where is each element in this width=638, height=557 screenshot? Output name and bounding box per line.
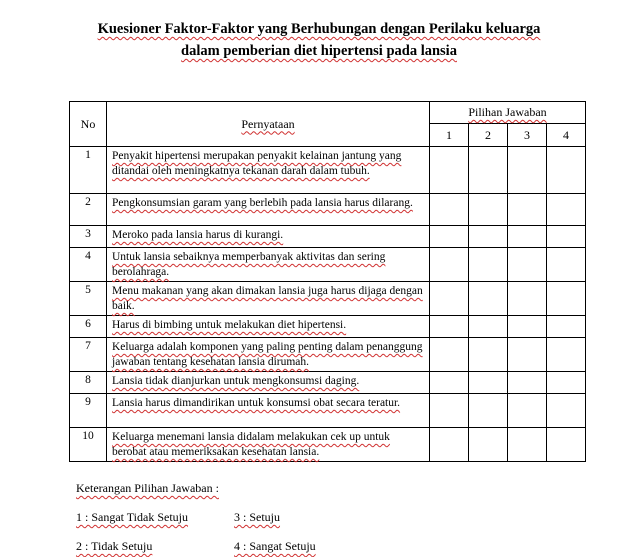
answer-cell-4[interactable] [547, 372, 586, 394]
answer-cell-2[interactable] [469, 316, 508, 338]
answer-cell-4[interactable] [547, 316, 586, 338]
answer-cell-3[interactable] [508, 338, 547, 372]
header-answer-group-label: Pilihan Jawaban [468, 105, 547, 119]
row-number: 2 [70, 194, 107, 226]
questionnaire-title-line-1 [0, 18, 638, 40]
answer-cell-3[interactable] [508, 316, 547, 338]
row-statement [107, 226, 430, 248]
answer-cell-1[interactable] [430, 316, 469, 338]
row-number: 1 [70, 147, 107, 194]
row-number: 3 [70, 226, 107, 248]
row-number: 6 [70, 316, 107, 338]
table-row [70, 248, 586, 282]
answer-cell-2[interactable] [469, 372, 508, 394]
row-statement [107, 338, 430, 372]
answer-cell-3[interactable] [508, 428, 547, 462]
title-line-1-text: Kuesioner Faktor-Faktor yang Berhubungan dengan Perilaku keluarga [97, 21, 541, 37]
table-row [70, 338, 586, 372]
row-statement [107, 394, 430, 428]
row-number: 10 [70, 428, 107, 462]
legend-item-text: 2 : Tidak Setuju [76, 539, 153, 553]
row-statement-text: Lansia tidak dianjurkan untuk mengkonsumsi daging. [112, 375, 360, 387]
row-statement-text: Penyakit hipertensi merupakan penyakit kelainan jantung yang ditandai oleh meningkatnya tekanan darah dalam tubuh. [112, 150, 402, 177]
table-header-row-1 [70, 102, 586, 124]
row-statement [107, 194, 430, 226]
row-statement [107, 428, 430, 462]
row-statement-text: Meroko pada lansia harus di kurangi. [112, 229, 284, 241]
answer-cell-1[interactable] [430, 394, 469, 428]
header-no [70, 102, 107, 147]
legend-item-text: 4 : Sangat Setuju [234, 539, 316, 553]
header-option-1: 1 [430, 124, 469, 147]
answer-cell-2[interactable] [469, 147, 508, 194]
answer-cell-1[interactable] [430, 194, 469, 226]
legend-item-3 [234, 509, 280, 525]
answer-cell-2[interactable] [469, 194, 508, 226]
answer-cell-2[interactable] [469, 394, 508, 428]
answer-cell-1[interactable] [430, 338, 469, 372]
answer-cell-2[interactable] [469, 428, 508, 462]
legend-item-4 [234, 538, 316, 554]
legend-title [76, 480, 219, 496]
answer-cell-4[interactable] [547, 394, 586, 428]
legend-item-text: 3 : Setuju [234, 510, 281, 524]
answer-cell-1[interactable] [430, 248, 469, 282]
row-number: 5 [70, 282, 107, 316]
table-row [70, 428, 586, 462]
table-row [70, 282, 586, 316]
header-statement [107, 102, 430, 147]
answer-cell-4[interactable] [547, 338, 586, 372]
row-statement-text: Menu makanan yang akan dimakan lansia juga harus dijaga dengan baik. [112, 285, 423, 312]
answer-cell-3[interactable] [508, 147, 547, 194]
header-no-label: No [80, 116, 96, 131]
answer-cell-3[interactable] [508, 194, 547, 226]
row-statement-text: Pengkonsumsian garam yang berlebih pada lansia harus dilarang. [112, 197, 413, 209]
table-row [70, 226, 586, 248]
row-statement-text: Harus di bimbing untuk melakukan diet hipertensi. [112, 319, 347, 331]
legend-item-2 [76, 538, 152, 554]
row-statement [107, 282, 430, 316]
row-statement [107, 147, 430, 194]
row-statement [107, 248, 430, 282]
row-statement-text: Keluarga adalah komponen yang paling penting dalam penanggung jawaban tentang kesehatan lansia dirumah. [112, 341, 423, 368]
answer-cell-4[interactable] [547, 147, 586, 194]
row-number: 4 [70, 248, 107, 282]
answer-cell-3[interactable] [508, 372, 547, 394]
title-line-2-text: dalam pemberian diet hipertensi pada lansia [181, 43, 457, 59]
answer-cell-4[interactable] [547, 226, 586, 248]
answer-cell-2[interactable] [469, 226, 508, 248]
legend-item-1 [76, 509, 188, 525]
header-option-3: 3 [508, 124, 547, 147]
answer-cell-4[interactable] [547, 248, 586, 282]
header-option-4: 4 [547, 124, 586, 147]
row-statement [107, 372, 430, 394]
table-row [70, 372, 586, 394]
answer-cell-2[interactable] [469, 248, 508, 282]
answer-cell-4[interactable] [547, 282, 586, 316]
row-statement [107, 316, 430, 338]
legend-item-text: 1 : Sangat Tidak Setuju [76, 510, 189, 524]
row-number: 7 [70, 338, 107, 372]
questionnaire-table [69, 101, 586, 462]
row-statement-text: Untuk lansia sebaiknya memperbanyak aktivitas dan sering berolahraga. [112, 251, 386, 278]
table-row [70, 147, 586, 194]
questionnaire-title-line-2 [0, 40, 638, 62]
table-row [70, 394, 586, 428]
answer-cell-1[interactable] [430, 282, 469, 316]
header-answer-group [430, 102, 586, 124]
answer-cell-2[interactable] [469, 282, 508, 316]
row-statement-text: Keluarga menemani lansia didalam melakukan cek up untuk berobat atau memeriksakan kesehatan lansia. [112, 431, 390, 458]
row-statement-text: Lansia harus dimandirikan untuk konsumsi obat secara teratur. [112, 397, 401, 409]
answer-cell-3[interactable] [508, 394, 547, 428]
answer-cell-4[interactable] [547, 194, 586, 226]
row-number: 8 [70, 372, 107, 394]
answer-cell-2[interactable] [469, 338, 508, 372]
answer-cell-1[interactable] [430, 226, 469, 248]
header-statement-label: Pernyataan [241, 116, 295, 131]
answer-cell-3[interactable] [508, 282, 547, 316]
table-row [70, 316, 586, 338]
row-number: 9 [70, 394, 107, 428]
answer-cell-1[interactable] [430, 147, 469, 194]
answer-cell-1[interactable] [430, 428, 469, 462]
header-option-2: 2 [469, 124, 508, 147]
answer-cell-1[interactable] [430, 372, 469, 394]
answer-cell-4[interactable] [547, 428, 586, 462]
table-row [70, 194, 586, 226]
answer-cell-3[interactable] [508, 226, 547, 248]
answer-cell-3[interactable] [508, 248, 547, 282]
legend-title-text: Keterangan Pilihan Jawaban : [76, 481, 219, 495]
